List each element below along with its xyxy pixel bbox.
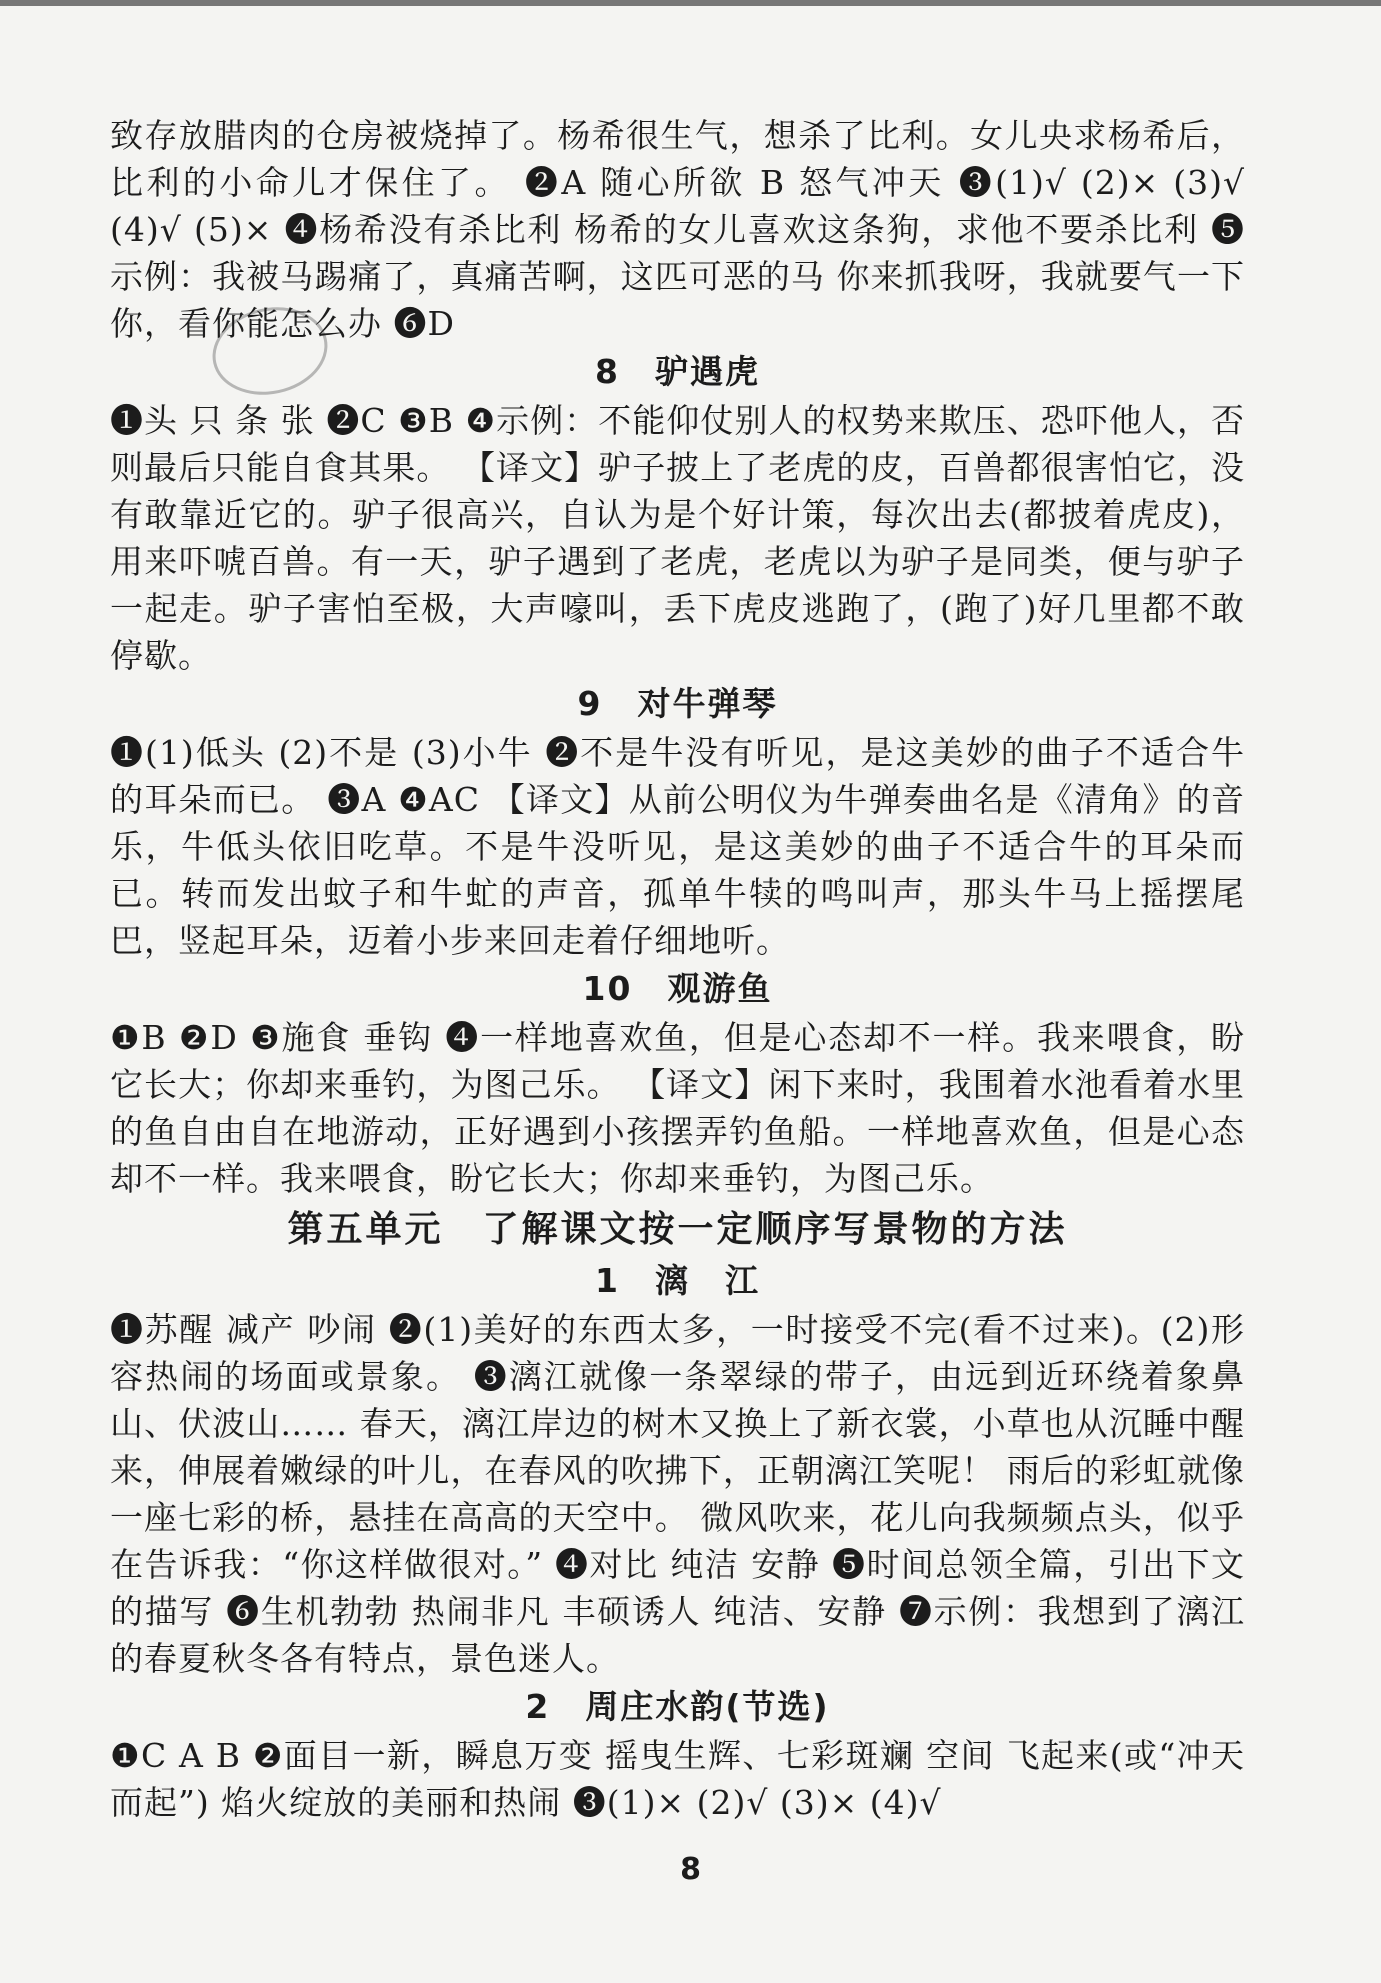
page-number: 8 <box>680 1852 701 1887</box>
lesson-title-8: 8 驴遇虎 <box>595 352 760 391</box>
paragraph-lesson-10: ❶B ❷D ❸施食 垂钩 ❹一样地喜欢鱼，但是心态却不一样。我来喂食，盼它长大；你却来垂钓，为图己乐。 【译文】闲下来时，我围着水池看着水里的鱼自由自在地游动，正好遇到小孩摆弄钓鱼船。一样地喜欢鱼，但是心态却不一样。我来喂食，盼它长大；你却来垂钓，为图己乐。 <box>110 1018 1245 1198</box>
page-content <box>110 112 1245 1826</box>
paragraph-lijiang: ❶苏醒 减产 吵闹 ❷(1)美好的东西太多，一时接受不完(看不过来)。(2)形容热闹的场面或景象。 ❸漓江就像一条翠绿的带子，由远到近环绕着象鼻山、伏波山…… 春天，漓江岸边的树木又换上了新衣裳，小草也从沉睡中醒来，伸展着嫩绿的叶儿，在春风的吹拂下，正朝漓江笑呢！ 雨后的彩虹就像一座七彩的桥，悬挂在高高的天空中。 微风吹来，花儿向我频频点头，似乎在告诉我：“你这样做很对。” ❹对比 纯洁 安静 ❺时间总领全篇，引出下文的描写 ❻生机勃勃 热闹非凡 丰硕诱人 纯洁、安静 ❼示例：我想到了漓江的春夏秋冬各有特点，景色迷人。 <box>110 1310 1245 1678</box>
page-top-edge <box>0 0 1381 6</box>
paragraph-lesson-8: ❶头 只 条 张 ❷C ❸B ❹示例：不能仰仗别人的权势来欺压、恐吓他人，否则最后只能自食其果。 【译文】驴子披上了老虎的皮，百兽都很害怕它，没有敢靠近它的。驴子很高兴，自认为是个好计策，每次出去(都披着虎皮)，用来吓唬百兽。有一天，驴子遇到了老虎，老虎以为驴子是同类，便与驴子一起走。驴子害怕至极，大声嚎叫，丢下虎皮逃跑了，(跑了)好几里都不敢停歇。 <box>110 401 1245 675</box>
paragraph-lesson-9: ❶(1)低头 (2)不是 (3)小牛 ❷不是牛没有听见，是这美妙的曲子不适合牛的耳朵而已。 ❸A ❹AC 【译文】从前公明仪为牛弹奏曲名是《清角》的音乐，牛低头依旧吃草。不是牛没听见，是这美妙的曲子不适合牛的耳朵而已。转而发出蚊子和牛虻的声音，孤单牛犊的鸣叫声，那头牛马上摇摆尾巴，竖起耳朵，迈着小步来回走着仔细地听。 <box>110 733 1245 960</box>
lesson-title-9: 9 对牛弹琴 <box>577 684 778 723</box>
lesson-title-10: 10 观游鱼 <box>582 969 773 1008</box>
paragraph-zhouzhuang: ❶C A B ❷面目一新，瞬息万变 摇曳生辉、七彩斑斓 空间 飞起来(或“冲天而起”) 焰火绽放的美丽和热闹 ❸(1)× (2)√ (3)× (4)√ <box>110 1736 1245 1822</box>
unit-heading-5: 第五单元 了解课文按一定顺序写景物的方法 <box>287 1208 1068 1250</box>
lesson-title-zhouzhuang: 2 周庄水韵(节选) <box>525 1687 830 1726</box>
lesson-title-lijiang: 1 漓 江 <box>595 1261 760 1300</box>
paragraph-continued: 致存放腊肉的仓房被烧掉了。杨希很生气，想杀了比利。女儿央求杨希后，比利的小命儿才保住了。 ❷A 随心所欲 B 怒气冲天 ❸(1)√ (2)× (3)√ (4)√ (5)× ❹杨希没有杀比利 杨希的女儿喜欢这条狗，求他不要杀比利 ❺示例：我被马踢痛了，真痛苦啊，这匹可恶的马 你来抓我呀，我就要气一下你，看你能怎么办 ❻D <box>110 116 1245 343</box>
